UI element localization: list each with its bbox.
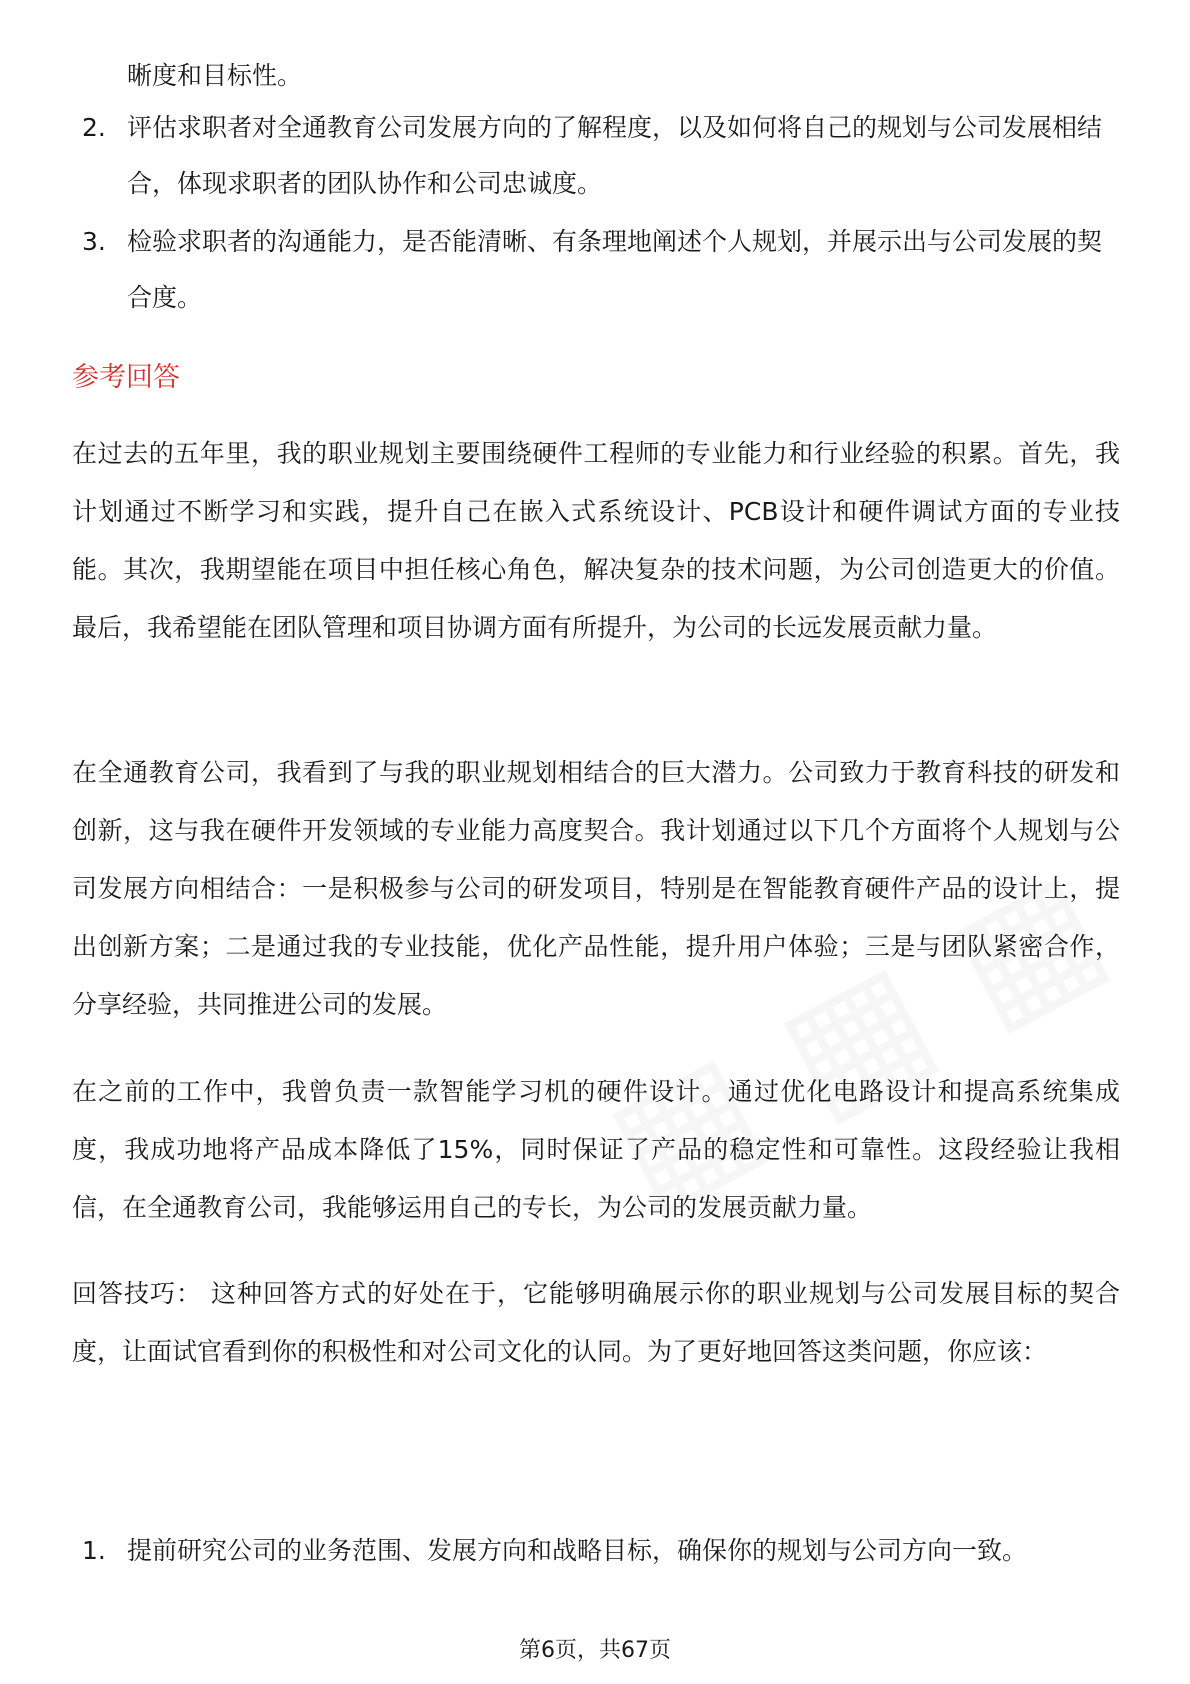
list-item: [72, 100, 1117, 212]
evaluation-points-list: [72, 100, 1117, 328]
list-item-text: 提前研究公司的业务范围、发展方向和战略目标，确保你的规划与公司方向一致。: [127, 1536, 1028, 1565]
answer-paragraph: 在之前的工作中，我曾负责一款智能学习机的硬件设计。通过优化电路设计和提高系统集成度，我成功地将产品成本降低了15%，同时保证了产品的稳定性和可靠性。这段经验让我相信，在全通教育公司，我能够运用自己的专长，为公司的发展贡献力量。: [72, 1077, 1120, 1222]
reference-answer-heading: 参考回答: [72, 362, 180, 393]
list-item-text: 评估求职者对全通教育公司发展方向的了解程度，以及如何将自己的规划与公司发展相结合，体现求职者的团队协作和公司忠诚度。: [127, 113, 1103, 198]
list-item: [72, 214, 1117, 326]
list-item-number: 2.: [82, 113, 106, 142]
page-number-footer: 第6页，共67页: [519, 1638, 671, 1663]
answer-paragraph: 在全通教育公司，我看到了与我的职业规划相结合的巨大潜力。公司致力于教育科技的研发和创新，这与我在硬件开发领域的专业能力高度契合。我计划通过以下几个方面将个人规划与公司发展方向相结合：一是积极参与公司的研发项目，特别是在智能教育硬件产品的设计上，提出创新方案；二是通过我的专业技能，优化产品性能，提升用户体验；三是与团队紧密合作，分享经验，共同推进公司的发展。: [72, 758, 1120, 1019]
tips-list: [72, 1523, 1117, 1581]
list-item: [72, 1523, 1117, 1579]
list-item-number: 1.: [82, 1536, 106, 1565]
continued-list-text: 晰度和目标性。: [127, 61, 303, 90]
list-item-text: 检验求职者的沟通能力，是否能清晰、有条理地阐述个人规划，并展示出与公司发展的契合度。: [127, 227, 1103, 312]
answer-paragraph: 在过去的五年里，我的职业规划主要围绕硬件工程师的专业能力和行业经验的积累。首先，我计划通过不断学习和实践，提升自己在嵌入式系统设计、PCB设计和硬件调试方面的专业技能。其次，我期望能在项目中担任核心角色，解决复杂的技术问题，为公司创造更大的价值。最后，我希望能在团队管理和项目协调方面有所提升，为公司的长远发展贡献力量。: [72, 439, 1120, 642]
answer-tips-paragraph: 回答技巧： 这种回答方式的好处在于，它能够明确展示你的职业规划与公司发展目标的契合度，让面试官看到你的积极性和对公司文化的认同。为了更好地回答这类问题，你应该：: [72, 1279, 1120, 1366]
list-item-number: 3.: [82, 227, 106, 256]
